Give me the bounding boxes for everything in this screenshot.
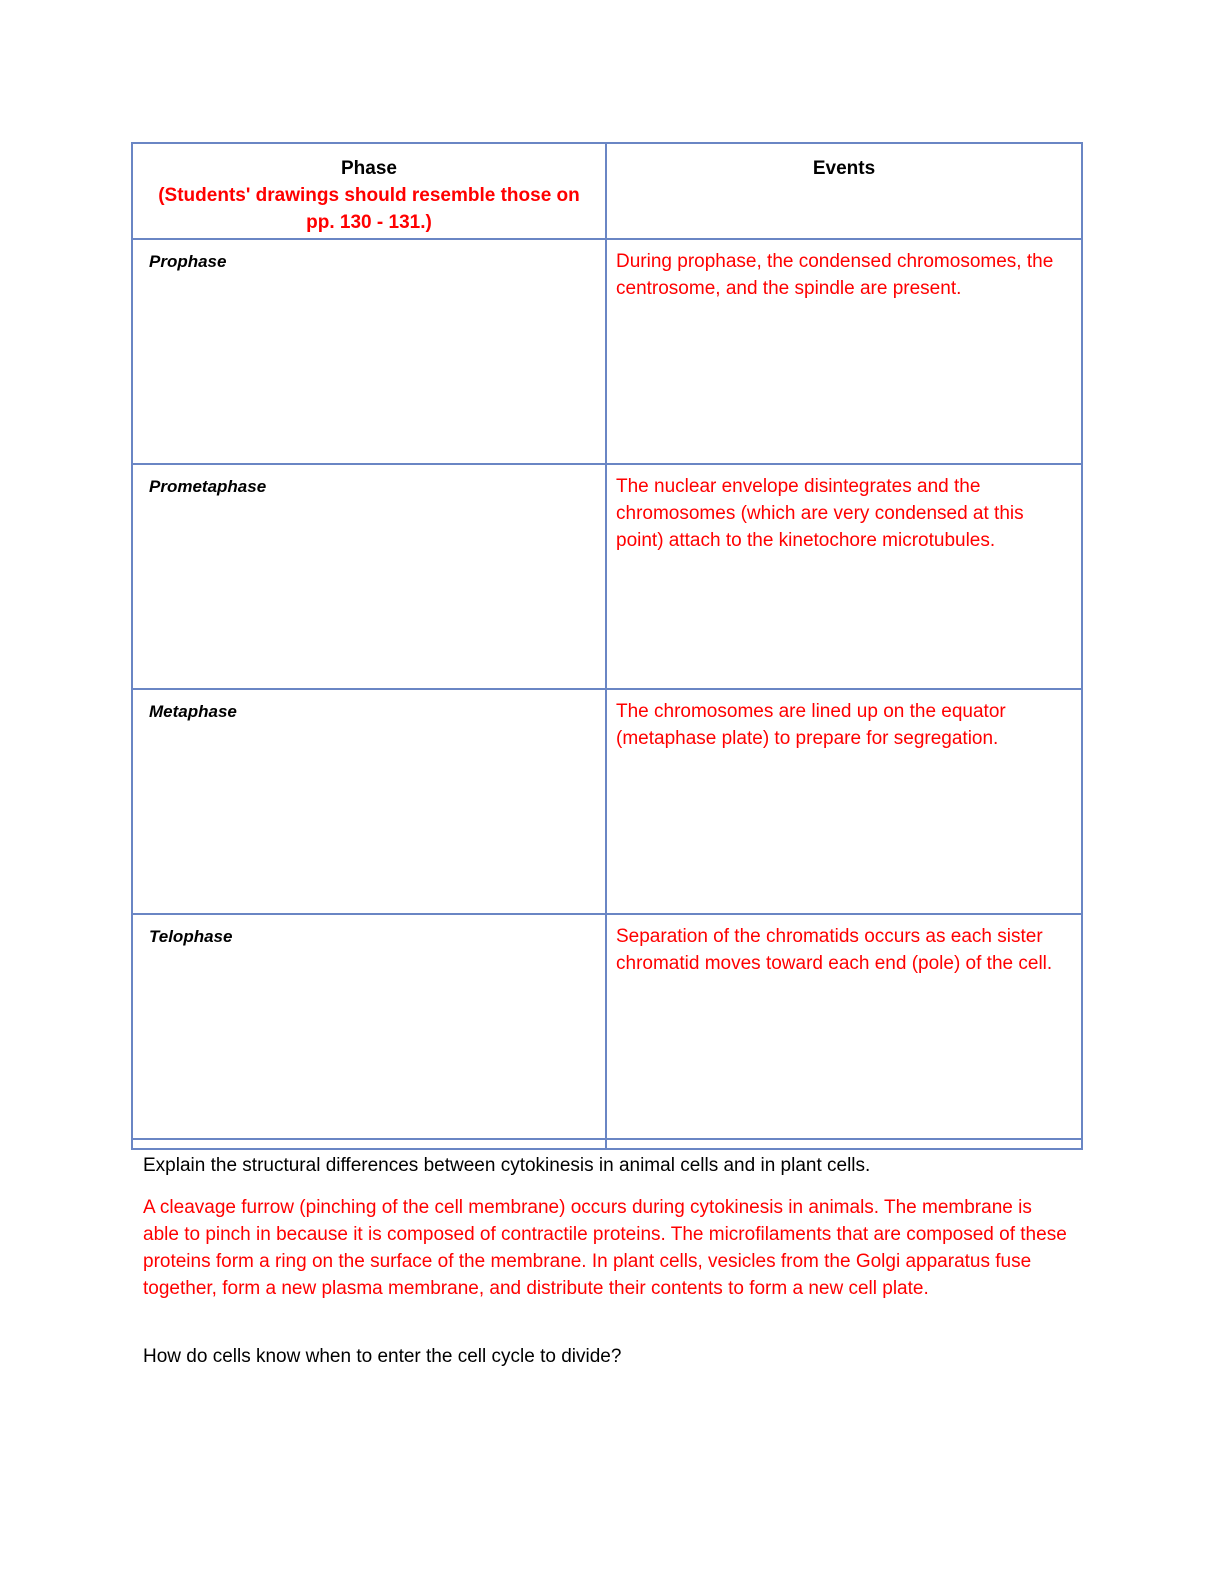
phase-drawing-cell (132, 689, 606, 914)
empty-cell (606, 1139, 1082, 1149)
phase-name: Prometaphase (149, 477, 267, 497)
table-row (132, 689, 1082, 914)
table-empty-row (132, 1139, 1082, 1149)
cytokinesis-question: Explain the structural differences between cytokinesis in animal cells and in plant cells. (143, 1155, 871, 1176)
events-cell (606, 239, 1082, 464)
events-cell (606, 464, 1082, 689)
events-text: The nuclear envelope disintegrates and the chromosomes (which are very condensed at this point) attach to the kinetochore microtubules. (616, 476, 1024, 552)
phase-header (133, 144, 605, 236)
events-header-label: Events (812, 158, 876, 179)
mitosis-phase-table (131, 142, 1083, 1150)
phase-header-cell (132, 143, 606, 239)
phase-name: Telophase (149, 927, 233, 947)
phase-drawing-cell (132, 914, 606, 1139)
phase-drawing-cell (132, 464, 606, 689)
phase-name: Metaphase (149, 702, 237, 722)
cell-cycle-question: How do cells know when to enter the cell cycle to divide? (143, 1346, 622, 1367)
cytokinesis-answer: A cleavage furrow (pinching of the cell membrane) occurs during cytokinesis in animals. The membrane is able to pinch in because it is composed of contractile proteins. The microfilaments that are composed of these proteins form a ring on the surface of the membrane. In plant cells, vesicles from the Golgi apparatus fuse together, form a new plasma membrane, and distribute their contents to form a new cell plate. (143, 1197, 1067, 1299)
table-row (132, 464, 1082, 689)
events-cell (606, 914, 1082, 1139)
events-cell (606, 689, 1082, 914)
phase-drawing-cell (132, 239, 606, 464)
table-row (132, 914, 1082, 1139)
phase-header-label: Phase (341, 158, 397, 179)
events-text: During prophase, the condensed chromosomes, the centrosome, and the spindle are present. (616, 251, 1054, 300)
table-header-row (132, 143, 1082, 239)
phase-name: Prophase (149, 252, 227, 272)
phase-header-note: (Students' drawings should resemble those on pp. 130 - 131.) (158, 185, 580, 233)
events-text: The chromosomes are lined up on the equator (metaphase plate) to prepare for segregation. (616, 701, 1006, 750)
empty-cell (132, 1139, 606, 1149)
events-text: Separation of the chromatids occurs as each sister chromatid moves toward each end (pole) of the cell. (616, 926, 1053, 975)
table-row (132, 239, 1082, 464)
events-header-cell (606, 143, 1082, 239)
